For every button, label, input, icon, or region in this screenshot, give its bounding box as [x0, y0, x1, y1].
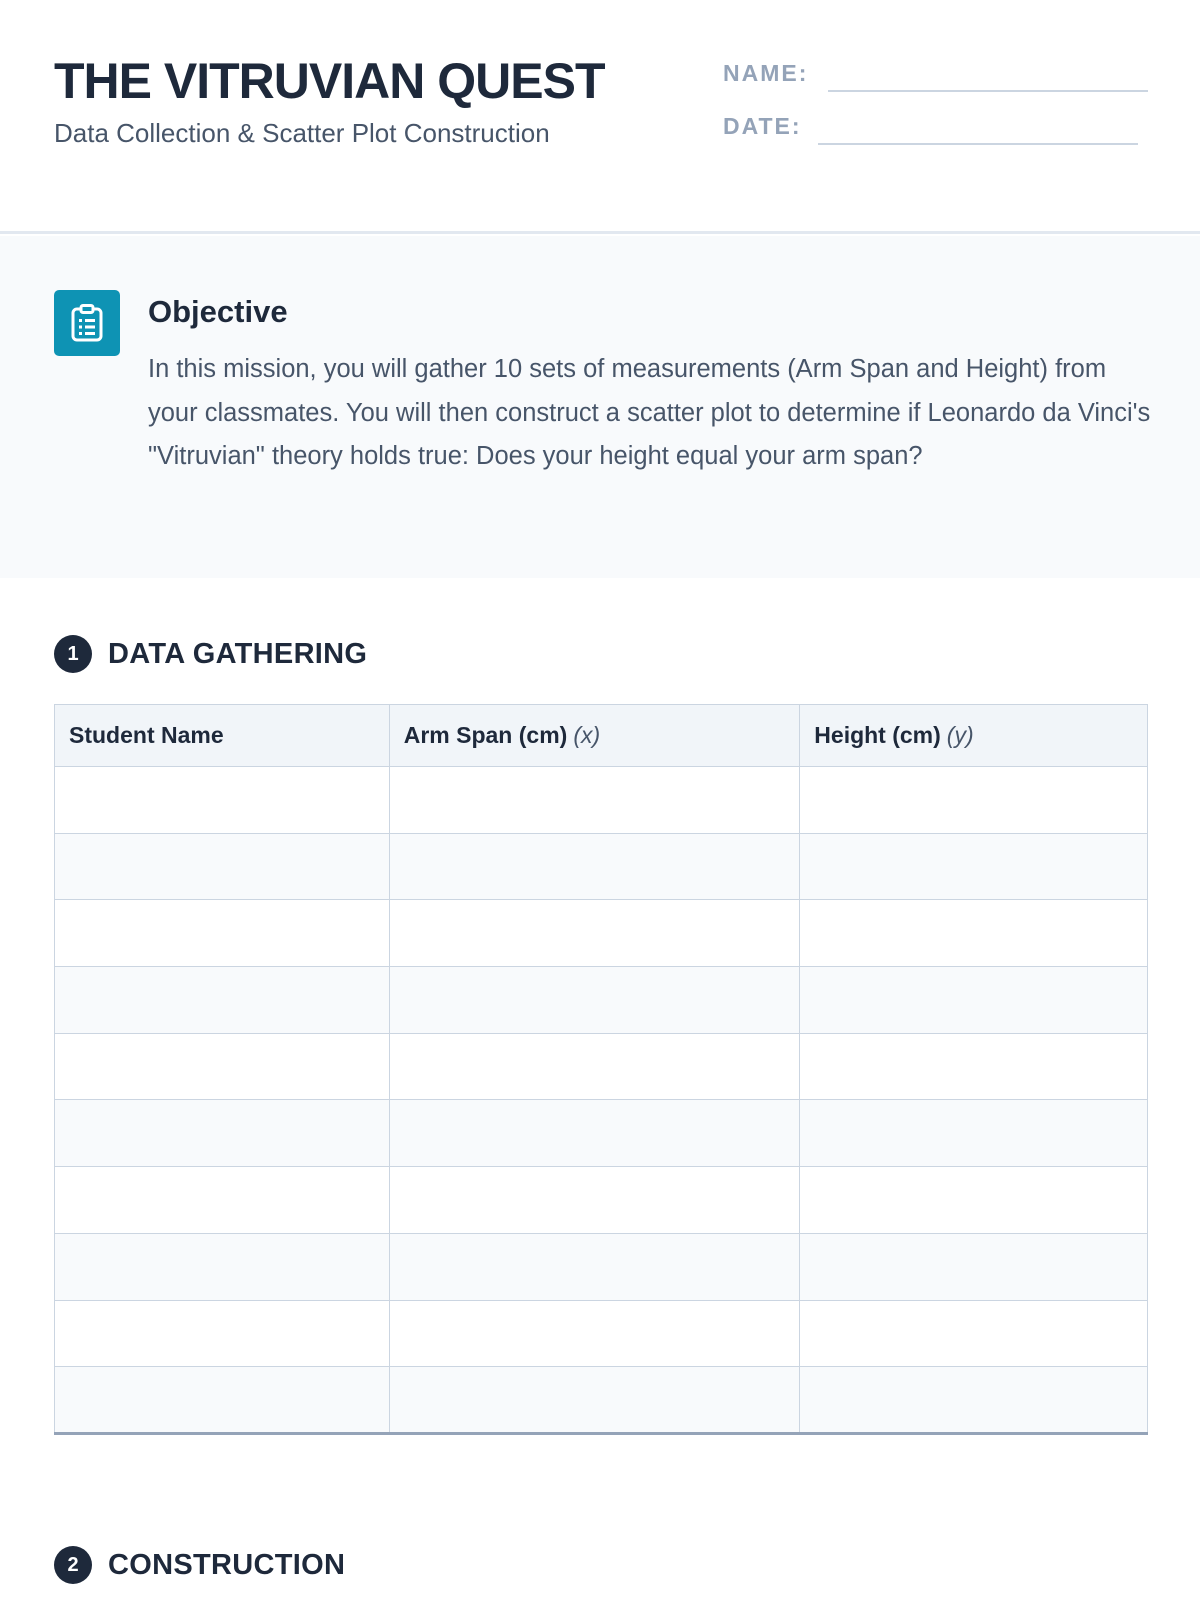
- student-name-cell[interactable]: [55, 1367, 390, 1434]
- name-field[interactable]: [828, 90, 1148, 92]
- student-name-cell[interactable]: [55, 1100, 390, 1167]
- table-row: [55, 1233, 1148, 1300]
- name-label: NAME:: [723, 60, 809, 86]
- student-name-cell[interactable]: [55, 767, 390, 834]
- table-row: [55, 833, 1148, 900]
- table-row: [55, 1300, 1148, 1367]
- section-number: 1: [54, 635, 92, 673]
- variable-y: (y): [946, 722, 974, 748]
- arm-span-cell[interactable]: [389, 833, 800, 900]
- height-cell[interactable]: [800, 833, 1148, 900]
- page-header: [0, 0, 1200, 234]
- column-header-student-name: Student Name: [55, 705, 390, 767]
- table-row: [55, 1100, 1148, 1167]
- data-table: [54, 704, 1148, 1435]
- objective-text: In this mission, you will gather 10 sets of measurements (Arm Span and Height) from your classmates. You will then construct a scatter plot to determine if Leonardo da Vinci's "Vitruvian" theory holds true: Does your height equal your arm span?: [148, 355, 1151, 470]
- student-name-cell[interactable]: [55, 1300, 390, 1367]
- arm-span-cell[interactable]: [389, 1233, 800, 1300]
- table-row: [55, 767, 1148, 834]
- objective-title: Objective: [148, 294, 288, 329]
- table-row: [55, 900, 1148, 967]
- table-row: [55, 1367, 1148, 1434]
- objective-panel: [0, 236, 1200, 578]
- table-row: [55, 1033, 1148, 1100]
- table-header-row: [55, 705, 1148, 767]
- arm-span-cell[interactable]: [389, 1300, 800, 1367]
- student-name-cell[interactable]: [55, 1233, 390, 1300]
- student-name-cell[interactable]: [55, 1033, 390, 1100]
- arm-span-cell[interactable]: [389, 967, 800, 1034]
- height-cell[interactable]: [800, 1100, 1148, 1167]
- column-header-height: Height (cm) (y): [800, 705, 1148, 767]
- column-header-arm-span: Arm Span (cm) (x): [389, 705, 800, 767]
- date-field[interactable]: [818, 143, 1138, 145]
- variable-x: (x): [573, 722, 601, 748]
- arm-span-cell[interactable]: [389, 900, 800, 967]
- date-label: DATE:: [723, 113, 802, 139]
- student-name-cell[interactable]: [55, 900, 390, 967]
- arm-span-cell[interactable]: [389, 1033, 800, 1100]
- table-row: [55, 1167, 1148, 1234]
- student-name-cell[interactable]: [55, 967, 390, 1034]
- student-name-cell[interactable]: [55, 833, 390, 900]
- height-cell[interactable]: [800, 967, 1148, 1034]
- height-cell[interactable]: [800, 1367, 1148, 1434]
- arm-span-cell[interactable]: [389, 1100, 800, 1167]
- section-title: CONSTRUCTION: [108, 1548, 346, 1581]
- height-cell[interactable]: [800, 1300, 1148, 1367]
- arm-span-cell[interactable]: [389, 1167, 800, 1234]
- student-name-cell[interactable]: [55, 1167, 390, 1234]
- section-data-gathering: [54, 635, 367, 673]
- height-cell[interactable]: [800, 1033, 1148, 1100]
- height-cell[interactable]: [800, 900, 1148, 967]
- height-cell[interactable]: [800, 1233, 1148, 1300]
- page-subtitle: Data Collection & Scatter Plot Construction: [54, 118, 550, 148]
- section-number: 2: [54, 1546, 92, 1584]
- arm-span-cell[interactable]: [389, 1367, 800, 1434]
- table-row: [55, 967, 1148, 1034]
- clipboard-icon: [54, 290, 120, 356]
- section-title: DATA GATHERING: [108, 637, 368, 670]
- height-cell[interactable]: [800, 767, 1148, 834]
- page-title: THE VITRUVIAN QUEST: [54, 53, 605, 109]
- section-construction: [54, 1546, 345, 1584]
- height-cell[interactable]: [800, 1167, 1148, 1234]
- arm-span-cell[interactable]: [389, 767, 800, 834]
